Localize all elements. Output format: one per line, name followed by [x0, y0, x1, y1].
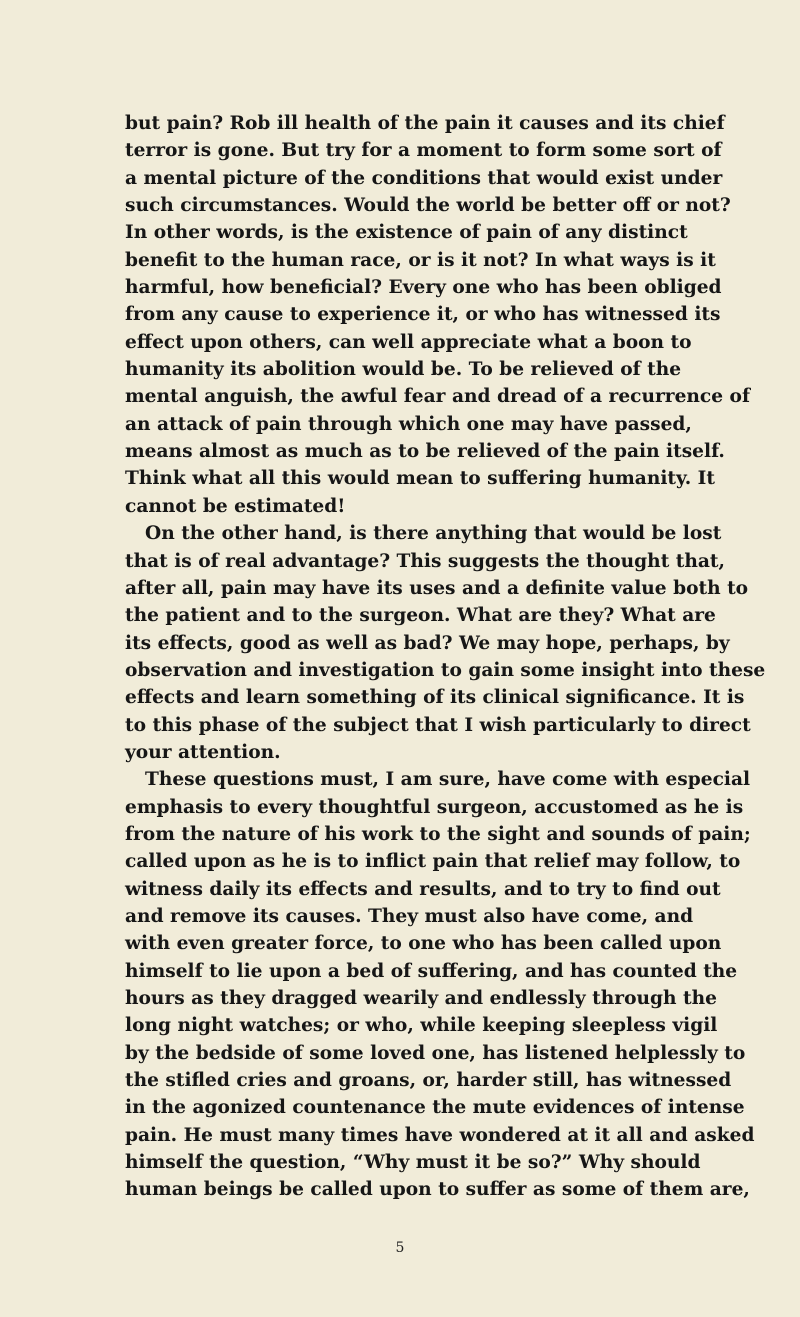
- text-line: In other words, is the existence of pain of any distinct: [125, 222, 688, 244]
- text-line: that is of real advantage? This suggests the thought that,: [125, 550, 725, 572]
- text-line: humanity its abolition would be. To be relieved of the: [125, 359, 682, 381]
- text-line: himself to lie upon a bed of suffering, and has counted the: [125, 960, 738, 982]
- text-line: the stifled cries and groans, or, harder still, has witnessed: [125, 1070, 732, 1092]
- paragraph-start-line: These questions must, I am sure, have come with especial: [145, 769, 751, 791]
- text-line: the patient and to the surgeon. What are they? What are: [125, 605, 716, 627]
- paragraph-end-line: your attention.: [125, 741, 281, 763]
- text-line: human beings be called upon to suffer as some of them are,: [125, 1179, 750, 1201]
- text-line: from any cause to experience it, or who has witnessed its: [125, 304, 721, 326]
- text-line: with even greater force, to one who has been called upon: [125, 933, 722, 955]
- text-line: and remove its causes. They must also have come, and: [125, 905, 694, 927]
- text-line: hours as they dragged wearily and endlessly through the: [125, 988, 717, 1009]
- text-line: an attack of pain through which one may have passed,: [125, 413, 692, 435]
- text-line: but pain? Rob ill health of the pain it causes and its chief: [125, 113, 725, 134]
- text-line: its effects, good as well as bad? We may hope, perhaps, by: [125, 632, 730, 654]
- text-line: by the bedside of some loved one, has listened helplessly to: [125, 1042, 746, 1064]
- text-line: mental anguish, the awful fear and dread of a recurrence of: [125, 386, 750, 408]
- text-line: harmful, how beneficial? Every one who has been obliged: [125, 277, 722, 299]
- text-line: witness daily its effects and results, and to try to find out: [125, 878, 721, 900]
- page-number: 5: [395, 1240, 405, 1256]
- body-text: [125, 110, 766, 1204]
- text-line: observation and investigation to gain some insight into these: [125, 659, 766, 681]
- text-line: himself the question, “Why must it be so?” Why should: [125, 1152, 701, 1174]
- text-line: to this phase of the subject that I wish particularly to direct: [125, 714, 751, 736]
- text-line: in the agonized countenance the mute evidences of intense: [125, 1097, 745, 1119]
- text-line: effect upon others, can well appreciate what a boon to: [125, 331, 692, 353]
- text-line: effects and learn something of its clinical significance. It is: [125, 687, 745, 709]
- text-line: a mental picture of the conditions that would exist under: [125, 167, 723, 189]
- text-line: after all, pain may have its uses and a definite value both to: [125, 577, 749, 599]
- text-line: long night watches; or who, while keeping sleepless vigil: [125, 1015, 718, 1037]
- text-line: means almost as much as to be relieved of the pain itself.: [125, 441, 725, 463]
- text-line: emphasis to every thoughtful surgeon, accustomed as he is: [125, 796, 744, 818]
- paragraph-end-line: cannot be estimated!: [125, 495, 346, 517]
- text-line: benefit to the human race, or is it not? In what ways is it: [125, 249, 716, 271]
- text-line: such circumstances. Would the world be better off or not?: [125, 195, 731, 217]
- text-line: called upon as he is to inflict pain that relief may follow, to: [125, 851, 741, 873]
- text-line: Think what all this would mean to suffering humanity. It: [125, 468, 715, 490]
- text-line: terror is gone. But try for a moment to form some sort of: [125, 140, 722, 162]
- text-line: pain. He must many times have wondered at it all and asked: [125, 1124, 755, 1146]
- text-line: from the nature of his work to the sight and sounds of pain;: [125, 823, 751, 845]
- paragraph-start-line: On the other hand, is there anything that would be lost: [145, 523, 722, 545]
